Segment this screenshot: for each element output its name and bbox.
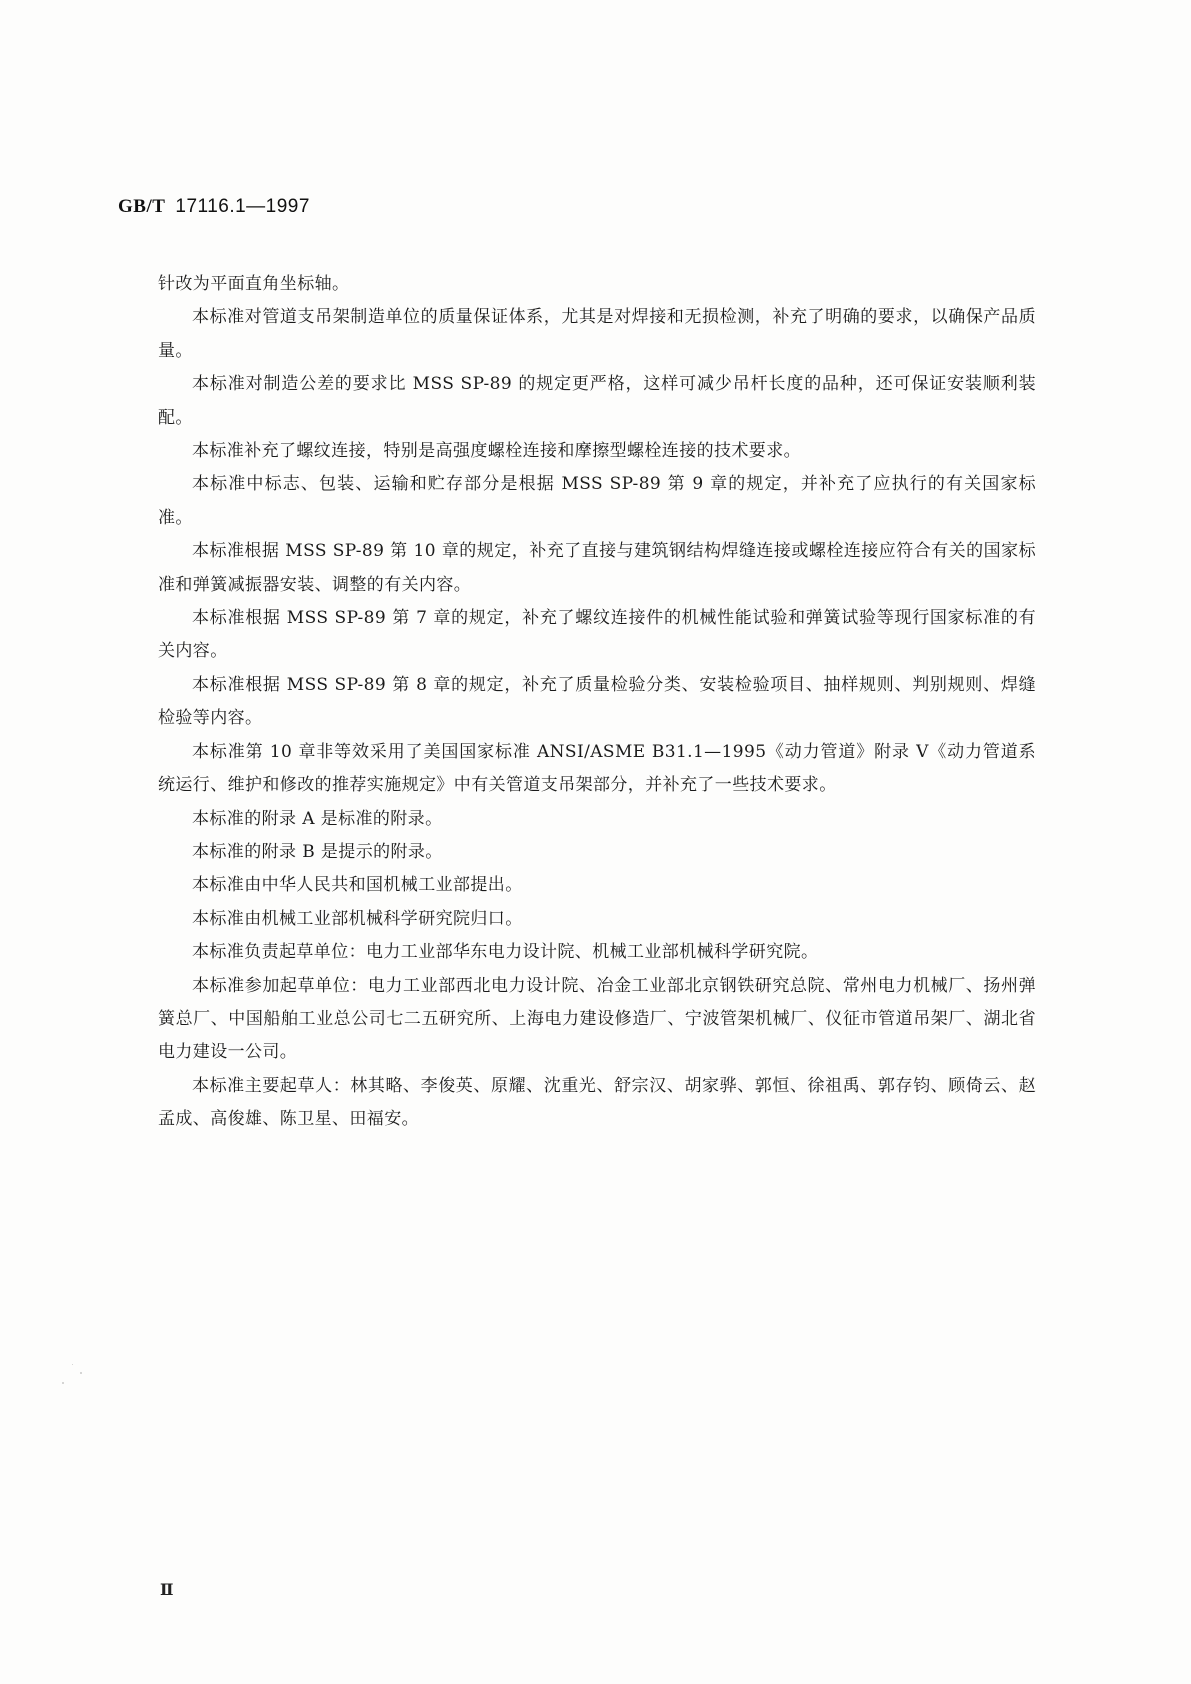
paragraph-chapter-10: 本标准根据 MSS SP-89 第 10 章的规定，补充了直接与建筑钢结构焊缝连接或螺栓连接应符合有关的国家标准和弹簧减振器安装、调整的有关内容。: [158, 541, 1036, 595]
scan-speck: [72, 1364, 73, 1365]
foreword-body: [158, 268, 1036, 1137]
paragraph-appendix-b: 本标准的附录 B 是提示的附录。: [192, 841, 443, 862]
paragraph-main-drafters: 本标准主要起草人：林其略、李俊英、原耀、沈重光、舒宗汉、胡家骅、郭恒、徐祖禹、郭存钧、顾倚云、赵孟成、高俊雄、陈卫星、田福安。: [158, 1075, 1036, 1130]
paragraph-participating-drafters: 本标准参加起草单位：电力工业部西北电力设计院、冶金工业部北京钢铁研究总院、常州电力机械厂、扬州弹簧总厂、中国船舶工业总公司七二五研究所、上海电力建设修造厂、宁波管架机械厂、仪征市管道吊架厂、湖北省电力建设一公司。: [158, 975, 1036, 1063]
standard-number: 17116.1—1997: [175, 196, 310, 217]
paragraph-threaded-connection: 本标准补充了螺纹连接，特别是高强度螺栓连接和摩擦型螺栓连接的技术要求。: [192, 441, 801, 462]
page-number: Ⅱ: [160, 1580, 174, 1599]
standard-prefix: GB/T: [118, 196, 166, 217]
paragraph-chapter-7: 本标准根据 MSS SP-89 第 7 章的规定，补充了螺纹连接件的机械性能试验和弹簧试验等现行国家标准的有关内容。: [158, 608, 1036, 662]
paragraph-chapter-8: 本标准根据 MSS SP-89 第 8 章的规定，补充了质量检验分类、安装检验项目、抽样规则、判别规则、焊缝检验等内容。: [158, 674, 1036, 729]
paragraph-proposed-by: 本标准由中华人民共和国机械工业部提出。: [192, 875, 523, 896]
paragraph-marking-packaging: 本标准中标志、包装、运输和贮存部分是根据 MSS SP-89 第 9 章的规定，并补充了应执行的有关国家标准。: [158, 474, 1036, 528]
scan-speck: [80, 1372, 82, 1374]
scan-speck: [62, 1382, 64, 1384]
paragraph-responsible-drafters: 本标准负责起草单位：电力工业部华东电力设计院、机械工业部机械科学研究院。: [192, 942, 819, 963]
paragraph-ansi-asme: 本标准第 10 章非等效采用了美国国家标准 ANSI/ASME B31.1—1995《动力管道》附录 V《动力管道系统运行、维护和修改的推荐实施规定》中有关管道支吊架部分，并补充了一些技术要求。: [158, 741, 1036, 796]
paragraph-manufacturing-tolerance: 本标准对制造公差的要求比 MSS SP-89 的规定更严格，这样可减少吊杆长度的品种，还可保证安装顺利装配。: [158, 374, 1036, 428]
paragraph-quality-assurance: 本标准对管道支吊架制造单位的质量保证体系，尤其是对焊接和无损检测，补充了明确的要求，以确保产品质量。: [158, 307, 1036, 361]
paragraph-centralized-by: 本标准由机械工业部机械科学研究院归口。: [192, 908, 523, 929]
paragraph-appendix-a: 本标准的附录 A 是标准的附录。: [192, 808, 443, 829]
standard-code-header: [118, 196, 310, 218]
paragraph-continuation: 针改为平面直角坐标轴。: [158, 274, 350, 294]
